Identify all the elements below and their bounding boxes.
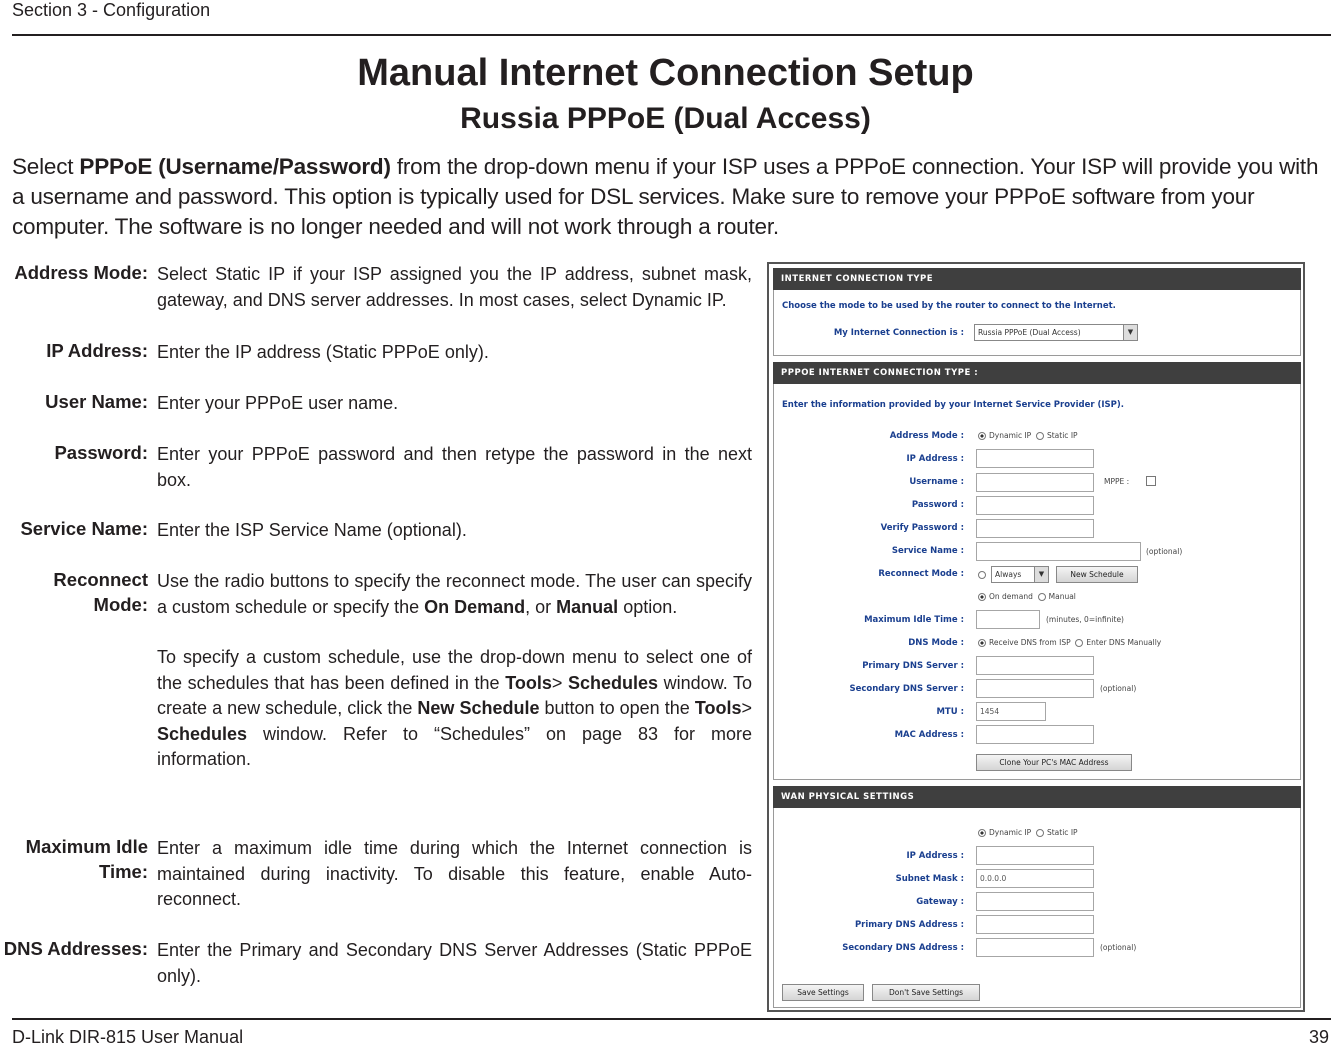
idle-hint: (minutes, 0=infinite) xyxy=(1046,615,1124,624)
term: Reconnect Mode: xyxy=(53,569,148,615)
clone-mac-button[interactable]: Clone Your PC's MAC Address xyxy=(976,754,1132,771)
mac-address-input[interactable] xyxy=(976,725,1094,744)
dont-save-settings-button[interactable]: Don't Save Settings xyxy=(872,984,980,1001)
max-idle-time-input[interactable] xyxy=(976,610,1040,629)
description: Enter the Primary and Secondary DNS Server Addresses (Static PPPoE only). xyxy=(157,940,752,986)
optional-hint: (optional) xyxy=(1146,547,1183,556)
primary-dns-input[interactable] xyxy=(976,656,1094,675)
intro-paragraph: Select PPPoE (Username/Password) from the drop-down menu if your ISP uses a PPPoE connection. Your ISP will provide you with a username and password. This option is typically used for DSL services. Make sure to remove your PPPoE software from your computer. The software is no longer needed and will not work through a router. xyxy=(12,154,1319,239)
chevron-down-icon: ▼ xyxy=(1123,325,1137,340)
schedule-dropdown[interactable]: Always ▼ xyxy=(991,566,1049,583)
wan-primary-dns-label: Primary DNS Address : xyxy=(854,920,964,930)
gateway-label: Gateway : xyxy=(916,897,964,907)
pppoe-connection-type-bar: PPPOE INTERNET CONNECTION TYPE : xyxy=(773,362,1301,384)
always-radio[interactable] xyxy=(978,571,986,579)
wan-ip-address-label: IP Address : xyxy=(906,851,964,861)
wan-primary-dns-input[interactable] xyxy=(976,915,1094,934)
password-input[interactable] xyxy=(976,496,1094,515)
mtu-input[interactable]: 1454 xyxy=(976,702,1046,721)
pppoe-panel xyxy=(773,384,1301,780)
username-label: Username : xyxy=(909,477,964,487)
term: Password: xyxy=(54,442,148,463)
term: IP Address: xyxy=(46,340,148,361)
description: Enter the IP address (Static PPPoE only). xyxy=(157,342,489,362)
description: Enter your PPPoE user name. xyxy=(157,393,399,413)
new-schedule-button[interactable]: New Schedule xyxy=(1056,566,1138,583)
my-connection-label: My Internet Connection is : xyxy=(833,328,964,338)
wan-physical-settings-bar: WAN PHYSICAL SETTINGS xyxy=(773,786,1301,808)
address-mode-radios: Dynamic IP Static IP xyxy=(978,431,1078,440)
primary-dns-label: Primary DNS Server : xyxy=(862,661,964,671)
connection-type-text: Choose the mode to be used by the router to connect to the Internet. xyxy=(782,301,1116,311)
router-settings-screenshot xyxy=(767,262,1305,1012)
subnet-mask-input[interactable]: 0.0.0.0 xyxy=(976,869,1094,888)
wan-ip-address-input[interactable] xyxy=(976,846,1094,865)
wan-dynamic-ip-radio[interactable] xyxy=(978,829,986,837)
term: Address Mode: xyxy=(14,262,148,283)
secondary-dns-input[interactable] xyxy=(976,679,1094,698)
footer-manual-name: D-Link DIR-815 User Manual xyxy=(12,1027,244,1047)
verify-password-input[interactable] xyxy=(976,519,1094,538)
mtu-label: MTU : xyxy=(936,707,964,717)
subnet-mask-label: Subnet Mask : xyxy=(895,874,964,884)
bottom-divider xyxy=(12,1018,1331,1020)
connection-type-dropdown[interactable]: Russia PPPoE (Dual Access) ▼ xyxy=(974,324,1138,341)
description: Enter a maximum idle time during which the Internet connection is maintained during inactivity. To disable this feature, enable Auto-reconnect. xyxy=(157,838,752,909)
password-label: Password : xyxy=(911,500,964,510)
service-name-label: Service Name : xyxy=(891,546,964,556)
secondary-dns-label: Secondary DNS Server : xyxy=(849,684,964,694)
page-subtitle: Russia PPPoE (Dual Access) xyxy=(460,102,871,135)
reconnect-mode-label: Reconnect Mode : xyxy=(878,569,964,579)
intro-bold-option: PPPoE (Username/Password) xyxy=(79,154,391,179)
wan-secondary-dns-input[interactable] xyxy=(976,938,1094,957)
term: User Name: xyxy=(45,391,148,412)
max-idle-time-label: Maximum Idle Time : xyxy=(864,615,964,625)
description: Enter your PPPoE password and then retype the password in the next box. xyxy=(157,444,752,490)
page-title: Manual Internet Connection Setup xyxy=(357,52,974,94)
static-ip-radio[interactable] xyxy=(1036,432,1044,440)
description: Enter the ISP Service Name (optional). xyxy=(157,520,467,540)
save-settings-button[interactable]: Save Settings xyxy=(782,984,864,1001)
internet-connection-type-panel xyxy=(773,290,1301,356)
description: Use the radio buttons to specify the reconnect mode. The user can specify a custom schedule or specify the On Demand, or Manual option. To specify a custom schedule, use the drop-down menu to select one of the schedules that has been defined in the Tools> Schedules window. To create a new schedule, click the New Schedule button to open the Tools> Schedules window. Refer to “Schedules” on page 83 for more information. xyxy=(157,571,753,769)
always-radio-wrap xyxy=(978,570,989,579)
on-demand-radio[interactable] xyxy=(978,593,986,601)
manual-radio[interactable] xyxy=(1038,593,1046,601)
service-name-input[interactable] xyxy=(976,542,1141,561)
verify-password-label: Verify Password : xyxy=(880,523,964,533)
pppoe-info-text: Enter the information provided by your Internet Service Provider (ISP). xyxy=(782,400,1125,410)
wan-physical-panel xyxy=(773,808,1301,1008)
gateway-input[interactable] xyxy=(976,892,1094,911)
wan-address-radios: Dynamic IP Static IP xyxy=(978,828,1078,837)
term: Maximum Idle Time: xyxy=(25,836,148,882)
description: Select Static IP if your ISP assigned you the IP address, subnet mask, gateway, and DNS server addresses. In most cases, select Dynamic IP. xyxy=(157,264,752,310)
mac-address-label: MAC Address : xyxy=(894,730,964,740)
dynamic-ip-radio[interactable] xyxy=(978,432,986,440)
dns-mode-label: DNS Mode : xyxy=(908,638,964,648)
top-divider xyxy=(12,34,1331,36)
wan-secondary-dns-label: Secondary DNS Address : xyxy=(842,943,964,953)
wan-static-ip-radio[interactable] xyxy=(1036,829,1044,837)
address-mode-label: Address Mode : xyxy=(889,431,964,441)
section-header: Section 3 - Configuration xyxy=(12,0,211,20)
dns-mode-radios: Receive DNS from ISP Enter DNS Manually xyxy=(978,638,1161,647)
ip-address-input[interactable] xyxy=(976,449,1094,468)
ip-address-label: IP Address : xyxy=(906,454,964,464)
internet-connection-type-bar: INTERNET CONNECTION TYPE xyxy=(773,268,1301,290)
receive-dns-radio[interactable] xyxy=(978,639,986,647)
chevron-down-icon: ▼ xyxy=(1034,567,1048,582)
page-number: 39 xyxy=(1308,1027,1329,1047)
reconnect-options: On demand Manual xyxy=(978,592,1076,601)
username-input[interactable] xyxy=(976,473,1094,492)
term: DNS Addresses: xyxy=(3,938,148,959)
optional-hint: (optional) xyxy=(1100,684,1137,693)
mppe-checkbox[interactable] xyxy=(1146,476,1156,486)
optional-hint: (optional) xyxy=(1100,943,1137,952)
term: Service Name: xyxy=(20,518,148,539)
mppe-label: MPPE : xyxy=(1104,477,1130,486)
manual-dns-radio[interactable] xyxy=(1075,639,1083,647)
